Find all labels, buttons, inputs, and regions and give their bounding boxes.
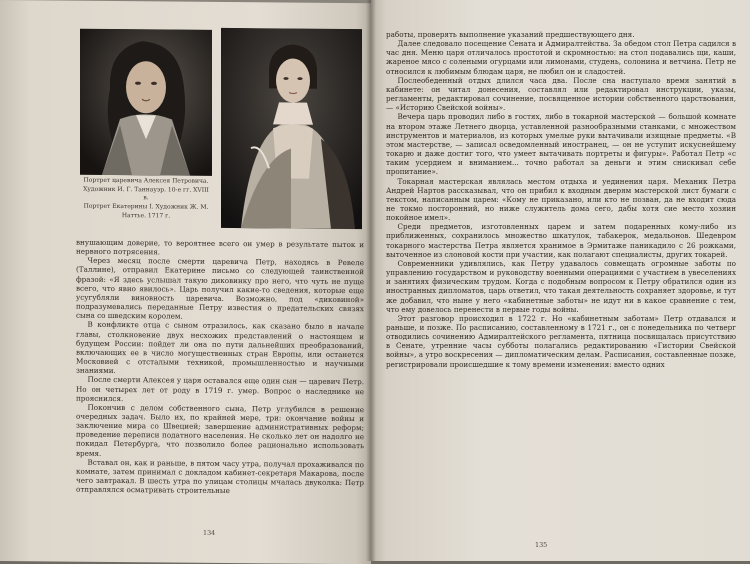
book-gutter [366, 0, 376, 561]
left-paragraph: После смерти Алексея у царя оставался еще один сын — царевич Петр. Но он четырех лет от роду в 1719 г. умер. Вопрос о наследнике не прояснился. [76, 375, 364, 403]
left-paragraph: Через месяц после смерти царевича Петр, находясь в Ревеле (Таллине), отправил Екатерине письмо со следующей таинственной фразой: «Я здесь услышал такую диковинку про него, что чуть не пуще всего, что явно явилось». Царь получил какие-то сведения, которые еще усугубляли виновность царевича. Возможно, под «диковиной» подразумевались переданные Петру известия о предательских связях сына со шведским королем. [76, 256, 364, 321]
left-paragraph: Вставал он, как и раньше, в пятом часу утра, получал прохаживался по комнате, затем принимал с докладом кабинет-секретаря Макарова, после чего завтракал. В шесть утра по улицам столицы мчалась двуколка: Петр отправлялся осматривать строительные [76, 457, 364, 496]
right-page [371, 0, 750, 561]
caption-catherine: Портрет Екатерины I. Художник Ж. М. Наттье. 1717 г. [83, 202, 209, 220]
right-paragraph: Среди предметов, изготовленных царем и затем подаренных кому-либо из приближенных, сохранилось множество шкатулок, табакерок, медальонов. Шедевром токарного мастерства Петра является хранимое в Эрмитаже паникадило с 26 рожками, выточенное из слоновой кости при участии, как полагают специалисты, других токарей. [386, 222, 736, 259]
caption-alexei: Портрет царевича Алексея Петровича. Художник И. Г. Таннауэр. 10-е гг. XVIII в. [83, 176, 209, 202]
left-paragraph: Покончив с делом собственного сына, Петр углубился в решение очередных задач. Было их, по крайней мере, три: окончание войны и заключение мира со Швецией; завершение административных реформ; проведение переписи податного населения. Не сколько лет он надолго не покидал Петербурга, что позволило более рационально использовать время. [76, 402, 364, 458]
right-paragraph: Токарная мастерская являлась местом отдыха и уединения царя. Механик Петра Андрей Нартов рассказывал, что он прибил к входным дверям мастерской лист бумаги с текстом, написанным царем: «Кому не приказано, или кто не позван, да не входит сюда не токмо посторонний, но ниже служитель дома сего, дабы хотя сие место хозяин покойное имел». [386, 176, 736, 223]
left-paragraph: внушающим доверие, то вероятнее всего он умер в результате пыток и нервного потрясения. [76, 237, 364, 257]
right-paragraph: работы, проверять выполнение указаний предшествующего дня. [386, 30, 635, 39]
right-paragraph: Современники удивлялись, как Петру удавалось совмещать огромные заботы по управлению государством и руководству военными операциями с участием в увеселениях и занятиях физическим трудом. Когда с подобным вопросом к Петру обратился один из иностранных дипломатов, царь ответил, что такая деятельность сохраняет здоровье, и тут же добавил, что ныне у него «кабинетные заботы» не идут ни в какое сравнение с тем, что ему довелось перенести в первые годы войны. [386, 258, 736, 314]
left-page [0, 0, 371, 564]
page-number-left: 134 [203, 528, 216, 537]
left-text-column [76, 238, 364, 497]
page-number-right: 135 [535, 541, 548, 549]
portrait-alexei-image [80, 29, 212, 176]
right-text-column [386, 30, 736, 369]
left-paragraph: В конфликте отца с сыном отразилось, как сказано было в начале главы, столкновение двух несхожих представлений о настоящем и будущем России: пойдет ли она по пути дальнейших преобразований, включающих ее в число могущественных стран Европы, или останется Московией с отсталыми техникой, промышленностью и научными знаниями. [76, 320, 364, 376]
portrait-catherine-image [221, 28, 362, 229]
right-paragraph: Этот разговор происходил в 1722 г. Но «кабинетным заботам» Петр отдавался и раньше, и позже. По расписанию, составленному в 1721 г., он с понедельника по четверг отводились сочинению Адмиралтейского регламента, пятница посвящалась присутствию в Сенате, утренние часы субботы полагались редактированию «Гистории Свейской войны», а утро воскресения — дипломатическим делам. Расписания, составленные позже, регистрировали происшедшие к тому времени изменения: вместо одних [386, 313, 736, 369]
right-paragraph: Далее следовало посещение Сената и Адмиралтейства. За обедом стол Петра садился в час дня. Меню царя отличалось простотой и скромностью: на стол подавались щи, каши, жареное мясо с солеными огурцами или лимонами, студень, солонина и ветчина. Петр не относился к любимым блюдам царя, не любил он и сладостей. [386, 39, 736, 76]
right-paragraph: Вечера царь проводил либо в гостях, либо в токарной мастерской — большой комнате на втором этаже Летнего дворца, уставленной разнообразными станками, с множеством инструментов и материалов, из которых умелые руки вытачивали изящные предметы. «В этом мастерстве, — записал осведомленный иностранец, — он не уступит искуснейшему токарю и даже достиг того, что умеет вытачивать портреты и фигуры». Работал Петр «с таким усердием и вниманием... точно работал за деньги и этим снискивал себе пропитание». [386, 112, 736, 177]
right-paragraph: Послеобеденный отдых длился часа два. После сна наступало время занятий в кабинете: он читал донесения, составлял или редактировал инструкции, указы, регламенты, редактировал сочинение, посвященное истории собственного царствования, — «Историю Свейской войны». [386, 75, 736, 113]
